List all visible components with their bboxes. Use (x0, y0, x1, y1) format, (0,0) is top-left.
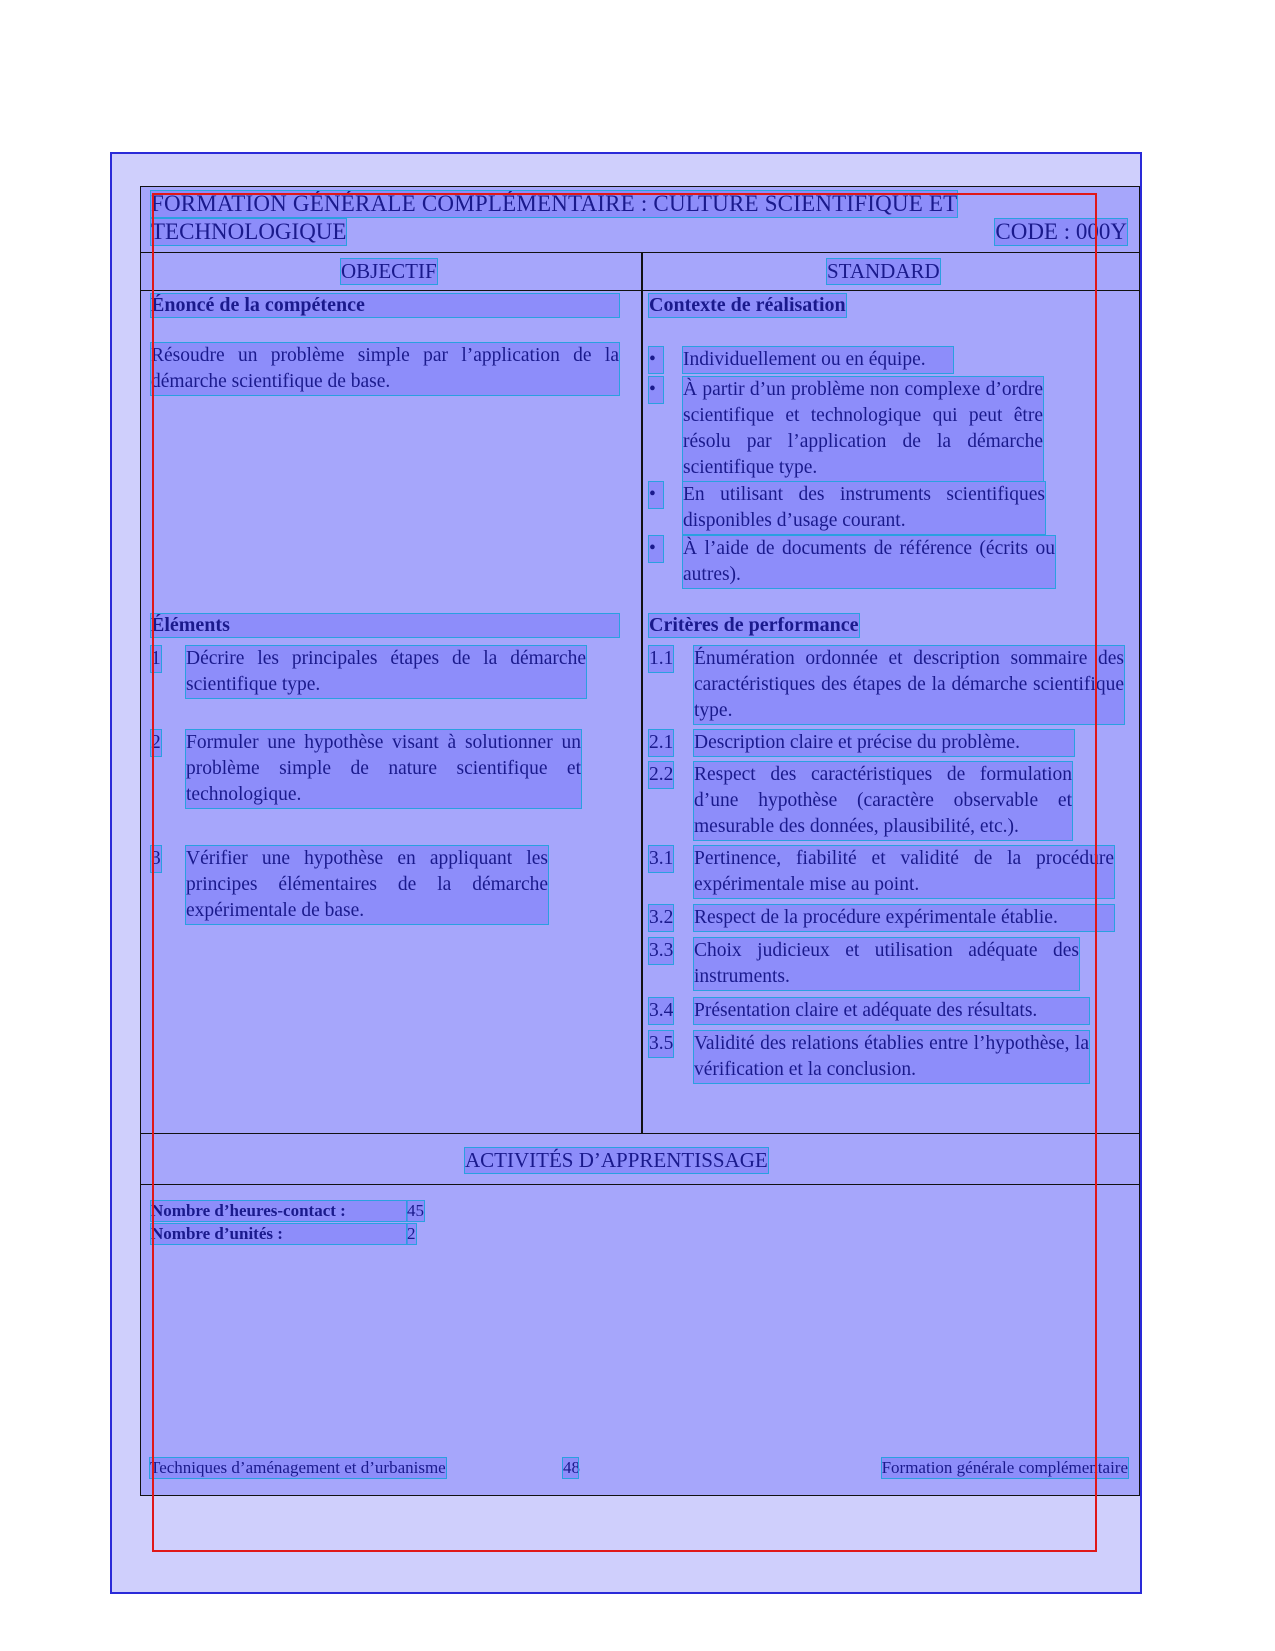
element-number: 1 (151, 646, 161, 672)
criteres-heading: Critères de performance (649, 614, 859, 636)
element-number: 2 (151, 730, 161, 756)
element-item (151, 846, 619, 924)
activites-row (141, 1133, 1139, 1185)
contexte-item (649, 377, 1137, 481)
document-page (110, 152, 1142, 1594)
critere-number: 3.5 (649, 1031, 673, 1057)
critere-item (649, 646, 1137, 724)
objectif-header: OBJECTIF (341, 259, 437, 283)
critere-number: 3.2 (649, 905, 673, 931)
critere-text: Respect des caractéristiques de formulation d’une hypothèse (caractère observable et mesurable des données, plausibilité, etc.). (694, 762, 1072, 840)
critere-text: Description claire et précise du problème. (694, 730, 1074, 756)
footer-program: Techniques d’aménagement et d’urbanisme (150, 1458, 446, 1477)
element-text: Formuler une hypothèse visant à solutionner un problème simple de nature scientifique et technologique. (186, 730, 581, 808)
bullet-icon: • (649, 347, 663, 373)
bullet-icon: • (649, 536, 663, 562)
bullet-icon: • (649, 482, 663, 508)
contexte-text: En utilisant des instruments scientifiques disponibles d’usage courant. (683, 482, 1045, 534)
critere-item (649, 730, 1137, 756)
critere-item (649, 998, 1137, 1024)
element-number: 3 (151, 846, 161, 872)
page-title-line1: FORMATION GÉNÉRALE COMPLÉMENTAIRE : CULTURE SCIENTIFIQUE ET (151, 191, 958, 216)
critere-text: Choix judicieux et utilisation adéquate des instruments. (694, 938, 1079, 990)
critere-number: 3.4 (649, 998, 673, 1024)
heures-value: 45 (407, 1201, 424, 1220)
critere-number: 2.2 (649, 762, 673, 788)
column-header-row (141, 253, 1139, 291)
contexte-item (649, 482, 1137, 534)
elements-heading: Éléments (151, 614, 619, 637)
unites-value: 2 (407, 1224, 416, 1243)
critere-item (649, 905, 1137, 931)
column-divider (641, 253, 643, 1133)
critere-number: 3.1 (649, 846, 673, 872)
title-row (141, 187, 1139, 253)
critere-text: Respect de la procédure expérimentale établie. (694, 905, 1114, 931)
critere-text: Pertinence, fiabilité et validité de la procédure expérimentale mise au point. (694, 846, 1114, 898)
element-text: Vérifier une hypothèse en appliquant les principes élémentaires de la démarche expérimentale de base. (186, 846, 548, 924)
page-title-line2: TECHNOLOGIQUE (151, 219, 347, 244)
critere-item (649, 1031, 1137, 1083)
footer-section: Formation générale complémentaire (881, 1458, 1128, 1477)
critere-text: Validité des relations établies entre l’hypothèse, la vérification et la conclusion. (694, 1031, 1089, 1083)
bullet-icon: • (649, 377, 663, 403)
activites-title: ACTIVITÉS D’APPRENTISSAGE (465, 1148, 768, 1172)
critere-item (649, 938, 1137, 990)
heures-label: Nombre d’heures-contact : (151, 1201, 407, 1221)
unites-label: Nombre d’unités : (151, 1224, 407, 1244)
contexte-item (649, 536, 1137, 588)
critere-number: 3.3 (649, 938, 673, 964)
critere-number: 2.1 (649, 730, 673, 756)
contexte-text: À partir d’un problème non complexe d’ordre scientifique et technologique qui peut être résolu par l’application de la démarche scientifique type. (683, 377, 1043, 481)
contexte-text: À l’aide de documents de référence (écrits ou autres). (683, 536, 1055, 588)
critere-text: Présentation claire et adéquate des résultats. (694, 998, 1089, 1024)
competence-heading: Énoncé de la compétence (151, 294, 619, 317)
course-code: CODE : 000Y (995, 219, 1127, 244)
critere-item (649, 846, 1137, 898)
contexte-text: Individuellement ou en équipe. (683, 347, 953, 373)
competence-text: Résoudre un problème simple par l’application de la démarche scientifique de base. (151, 343, 619, 395)
page-number: 48 (563, 1458, 580, 1477)
standard-header: STANDARD (827, 259, 940, 283)
contexte-item (649, 347, 1137, 373)
critere-number: 1.1 (649, 646, 673, 672)
competence-table (140, 186, 1140, 1496)
element-item (151, 730, 619, 808)
critere-text: Énumération ordonnée et description sommaire des caractéristiques des étapes de la démarche scientifique type. (694, 646, 1124, 724)
contexte-heading: Contexte de réalisation (649, 294, 846, 316)
element-item (151, 646, 619, 698)
critere-item (649, 762, 1137, 840)
element-text: Décrire les principales étapes de la démarche scientifique type. (186, 646, 586, 698)
